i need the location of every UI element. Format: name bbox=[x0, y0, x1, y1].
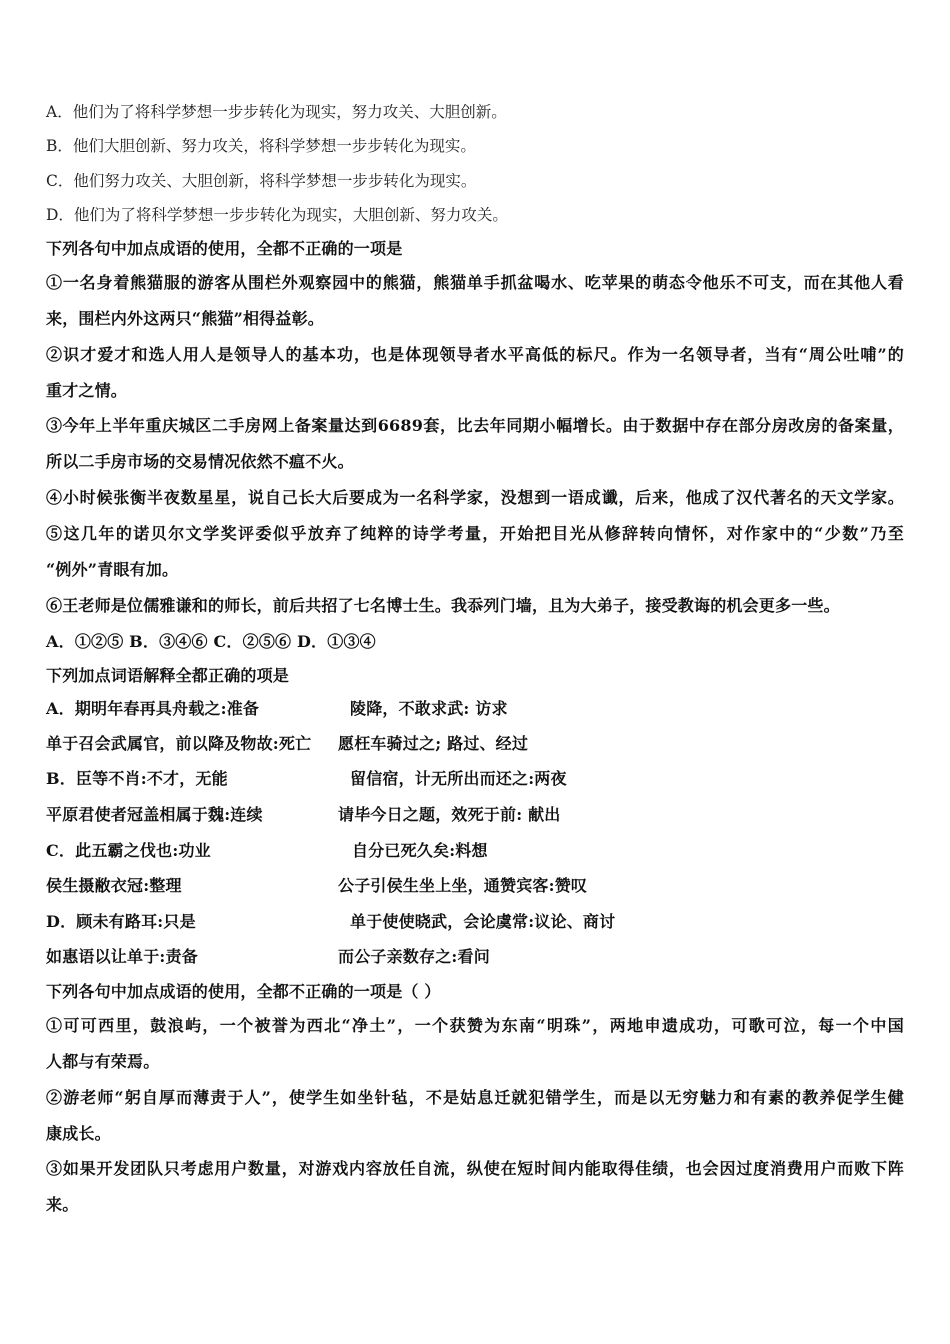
q1-option-c: C．他们努力攻关、大胆创新，将科学梦想一步步转化为现实。 bbox=[46, 172, 477, 190]
q4-item-3-line-2: 来。 bbox=[46, 1195, 79, 1214]
q3-row-3-left: B．臣等不肖:不才，无能 bbox=[46, 769, 228, 788]
q4-item-2-line-1: ②游老师“躬自厚而薄责于人”，使学生如坐针毡，不是姑息迁就犯错学生，而是以无穷魅力和有素的教养促学生健 bbox=[46, 1088, 904, 1107]
q2-item-1-line-1: ①一名身着熊猫服的游客从围栏外观察园中的熊猫，熊猫单手抓盆喝水、吃苹果的萌态令他乐不可支，而在其他人看 bbox=[46, 273, 904, 292]
q2-item-5-line-2: “例外”青眼有加。 bbox=[46, 560, 179, 579]
q3-row-5-right: 自分已死久矣:料想 bbox=[352, 841, 488, 860]
q4-stem: 下列各句中加点成语的使用，全都不正确的一项是（ ） bbox=[46, 982, 441, 1001]
q4-item-1-line-1: ①可可西里，鼓浪屿，一个被誉为西北“净土”，一个获赞为东南“明珠”，两地申遗成功，可歌可泣，每一个中国 bbox=[46, 1016, 904, 1035]
q3-row-8-right: 而公子亲数存之:看问 bbox=[338, 947, 490, 966]
q4-item-2-line-2: 康成长。 bbox=[46, 1124, 111, 1143]
q2-options: A．①②⑤ B．③④⑥ C．②⑤⑥ D．①③④ bbox=[46, 632, 376, 651]
q3-row-4-right: 请毕今日之题，效死于前: 献出 bbox=[338, 805, 561, 824]
q3-row-1-right: 陵降，不敢求武: 访求 bbox=[350, 699, 508, 718]
q4-item-3-line-1: ③如果开发团队只考虑用户数量，对游戏内容放任自流，纵使在短时间内能取得佳绩，也会因过度消费用户而败下阵 bbox=[46, 1159, 904, 1178]
q3-row-4-left: 平原君使者冠盖相属于魏:连续 bbox=[46, 805, 263, 824]
q3-stem: 下列加点词语解释全都正确的项是 bbox=[46, 666, 290, 685]
q2-item-1-line-2: 来，围栏内外这两只“熊猫”相得益彰。 bbox=[46, 309, 325, 328]
q2-item-3-line-2: 所以二手房市场的交易情况依然不瘟不火。 bbox=[46, 452, 354, 471]
q3-row-6-left: 侯生摄敝衣冠:整理 bbox=[46, 876, 182, 895]
q3-row-1-left: A．期明年春再具舟载之:准备 bbox=[46, 699, 260, 718]
q3-row-2-left: 单于召会武属官，前以降及物故:死亡 bbox=[46, 734, 312, 753]
q3-row-7-left: D．顾未有路耳:只是 bbox=[46, 912, 196, 931]
q2-item-4-line-1: ④小时候张衡半夜数星星，说自己长大后要成为一名科学家，没想到一语成谶，后来，他成了汉代著名的天文学家。 bbox=[46, 488, 904, 507]
q3-row-6-right: 公子引侯生坐上坐，通赞宾客:赞叹 bbox=[338, 876, 588, 895]
q2-item-2-line-2: 重才之情。 bbox=[46, 381, 128, 400]
q4-item-1-line-2: 人都与有荣焉。 bbox=[46, 1052, 160, 1071]
q3-row-2-right: 愿枉车骑过之; 路过、经过 bbox=[338, 734, 529, 753]
q2-item-2-line-1: ②识才爱才和选人用人是领导人的基本功，也是体现领导者水平高低的标尺。作为一名领导者，当有“周公吐哺”的 bbox=[46, 345, 904, 364]
q1-option-d: D．他们为了将科学梦想一步步转化为现实，大胆创新、努力攻关。 bbox=[46, 206, 508, 224]
q2-item-6-line-1: ⑥王老师是位儒雅谦和的师长，前后共招了七名博士生。我忝列门墙，且为大弟子，接受教诲的机会更多一些。 bbox=[46, 596, 840, 615]
q1-option-b: B．他们大胆创新、努力攻关，将科学梦想一步步转化为现实。 bbox=[46, 137, 476, 155]
q1-option-a: A．他们为了将科学梦想一步步转化为现实，努力攻关、大胆创新。 bbox=[46, 103, 507, 121]
q3-row-5-left: C．此五霸之伐也:功业 bbox=[46, 841, 211, 860]
q3-row-3-right: 留信宿，计无所出而还之:两夜 bbox=[350, 769, 567, 788]
q2-stem: 下列各句中加点成语的使用，全都不正确的一项是 bbox=[46, 239, 403, 258]
q2-item-3-line-1: ③今年上半年重庆城区二手房网上备案量达到6689套，比去年同期小幅增长。由于数据中存在部分房改房的备案量， bbox=[46, 416, 904, 435]
q2-item-5-line-1: ⑤这几年的诺贝尔文学奖评委似乎放弃了纯粹的诗学考量，开始把目光从修辞转向情怀，对作家中的“少数”乃至 bbox=[46, 524, 904, 543]
q3-row-8-left: 如惠语以让单于:责备 bbox=[46, 947, 198, 966]
q3-row-7-right: 单于使使晓武，会论虞常:议论、商讨 bbox=[350, 912, 616, 931]
